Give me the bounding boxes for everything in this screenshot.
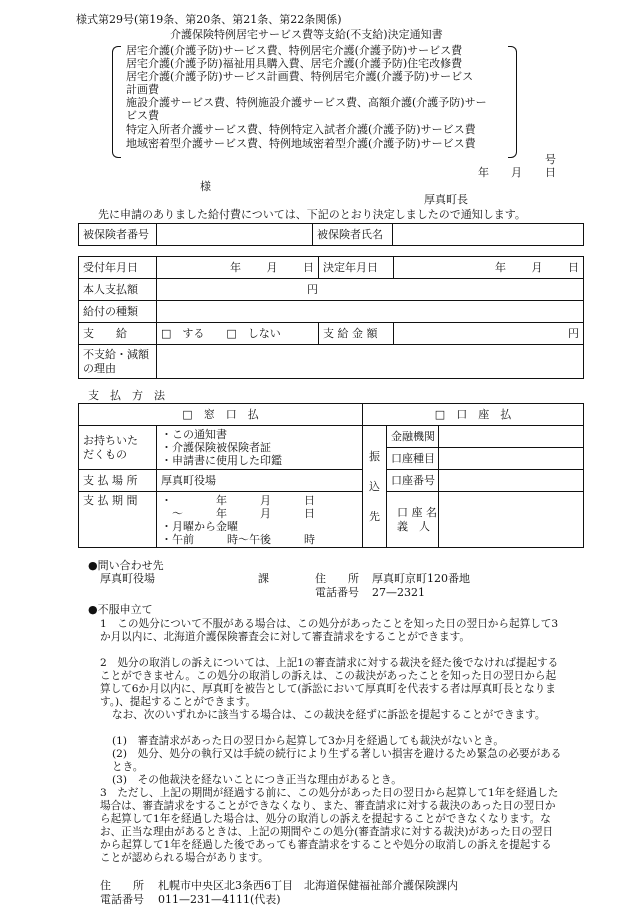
contact-phone-label: 電話番号 <box>315 586 359 599</box>
benefit-line: 計画費 <box>126 83 159 96</box>
insured-table <box>78 223 584 246</box>
recipient-suffix: 様 <box>200 180 211 193</box>
number-label: 号 <box>545 153 556 166</box>
decision-date-field[interactable]: 年 月 日 <box>394 257 584 279</box>
appeal-phone-label: 電話番号 <box>100 893 144 906</box>
account-number-field[interactable] <box>439 470 584 492</box>
date-day: 日 <box>545 166 556 179</box>
contact-address: 厚真町京町120番地 <box>372 572 470 585</box>
account-type-label: 口座種目 <box>387 448 439 470</box>
appeal-para-1: 1 この処分について不服がある場合は、この処分があったことを知った日の翌日から起算して3か月以内に、北海道介護保険審査会に対して審査請求をすることができます。 <box>100 618 559 643</box>
benefit-line: 居宅介護(介護予防)サービス費、特例居宅介護(介護予防)サービス費 <box>126 44 463 57</box>
option-do[interactable]: □ する <box>161 326 205 340</box>
option-dont[interactable]: □ しない <box>226 326 281 340</box>
holder-label: 口 座 名 義 人 <box>387 492 439 548</box>
appeal-title: ●不服申立て <box>88 603 153 616</box>
decision-date-label: 決定年月日 <box>319 257 394 279</box>
benefit-type-label: 給付の種類 <box>79 301 157 323</box>
appeal-phone: 011—231—4111(代表) <box>158 893 281 906</box>
payment-amount-field[interactable]: 円 <box>394 323 584 345</box>
contact-section: 課 <box>258 572 269 585</box>
insured-name-field[interactable] <box>393 224 584 246</box>
payment-method-table <box>78 403 584 548</box>
bank-label: 金融機関 <box>387 426 439 448</box>
account-type-field[interactable] <box>439 448 584 470</box>
self-pay-label: 本人支払額 <box>79 279 157 301</box>
appeal-para-3: 3 ただし、上記の期間が経過する前に、この処分があった日の翌日から起算して1年を経過した場合は、審査請求をすることができなくなり、また、審査請求に対する裁決のあった日の翌日から起算して1年を経過した場合は、処分の取消しの訴えを提起することができなくなります。なお、正当な理由があるときは、上記の期間やこの処分(審査請求に対する裁決)があった日の翌日から起算して1年を経過した後であっても審査請求をすることや処分の取消しの訴えを提起することが認められる場合があります。 <box>100 787 559 864</box>
benefit-line: ビス費 <box>126 109 159 122</box>
receipt-date-field[interactable]: 年 月 日 <box>157 257 319 279</box>
account-payment-header[interactable]: □ 口 座 払 <box>363 404 584 426</box>
benefit-line: 施設介護サービス費、特例施設介護サービス費、高額介護(介護予防)サー <box>126 96 487 109</box>
appeal-address: 札幌市中央区北3条西6丁目 北海道保健福祉部介護保険課内 <box>158 879 458 892</box>
insured-number-field[interactable] <box>157 224 313 246</box>
period-label: 支 払 期 間 <box>79 492 157 548</box>
insured-name-label: 被保険者氏名 <box>313 224 393 246</box>
receipt-date-label: 受付年月日 <box>79 257 157 279</box>
issuer: 厚真町長 <box>424 193 468 206</box>
transfer-destination-label: 振 込 先 <box>363 426 387 548</box>
payment-amount-label: 支 給 金 額 <box>319 323 394 345</box>
form-number: 様式第29号(第19条、第20条、第21条、第22条関係) <box>76 13 342 26</box>
reason-label: 不支給・減額 の理由 <box>79 345 157 379</box>
benefit-line: 居宅介護(介護予防)サービス計画費、特例居宅介護(介護予防)サービス <box>126 70 474 83</box>
decision-table <box>78 256 584 379</box>
bring-items-label: お持ちいた だくもの <box>79 426 157 470</box>
account-number-label: 口座番号 <box>387 470 439 492</box>
contact-title: ●問い合わせ先 <box>88 559 164 572</box>
bring-items-list: ・この通知書 ・介護保険被保険者証 ・申請書に使用した印鑑 <box>157 426 363 470</box>
bank-field[interactable] <box>439 426 584 448</box>
contact-phone: 27—2321 <box>372 586 425 599</box>
appeal-sub-3: (3) その他裁決を経ないことにつき正当な理由があるとき。 <box>112 774 402 786</box>
intro-text: 先に申請のありました給付費については、下記のとおり決定しましたので通知します。 <box>98 208 526 221</box>
benefit-line: 居宅介護(介護予防)福祉用具購入費、居宅介護(介護予防)住宅改修費 <box>126 57 463 70</box>
appeal-para-2: 2 処分の取消しの訴えについては、上記1の審査請求に対する裁決を経た後でなければ提起することができません。この処分の取消しの訴えは、この裁決があったことを知った日の翌日から起算して6か月以内に、厚真町を被告として(訴訟において厚真町を代表する者は厚真町長となります。)、提起することができます。 <box>100 657 559 708</box>
payment-method-label: 支 払 方 法 <box>88 389 165 402</box>
insured-number-label: 被保険者番号 <box>79 224 157 246</box>
payment-options[interactable] <box>157 323 319 345</box>
period-field[interactable]: ・ 年 月 日 〜 年 月 日 ・月曜から金曜 ・午前 時〜午後 時 <box>157 492 363 548</box>
contact-address-label: 住 所 <box>315 572 359 585</box>
benefit-line: 地域密着型介護サービス費、特例地域密着型介護(介護予防)サービス費 <box>126 137 476 150</box>
document-title: 介護保険特例居宅サービス費等支給(不支給)決定通知書 <box>170 28 443 41</box>
appeal-sub-1: (1) 審査請求があった日の翌日から起算して3か月を経過しても裁決がないとき。 <box>112 735 504 747</box>
holder-field[interactable] <box>439 492 584 548</box>
benefit-line: 特定入所者介護サービス費、特例特定入試者介護(介護予防)サービス費 <box>126 123 476 136</box>
date-month: 月 <box>511 166 522 179</box>
contact-office: 厚真町役場 <box>100 572 155 585</box>
left-bracket <box>112 46 121 158</box>
reason-field[interactable] <box>157 345 584 379</box>
payment-label: 支 給 <box>79 323 157 345</box>
benefit-type-field[interactable] <box>157 301 584 323</box>
date-year: 年 <box>478 166 489 179</box>
self-pay-field[interactable]: 円 <box>157 279 584 301</box>
place-label: 支 払 場 所 <box>79 470 157 492</box>
window-payment-header[interactable]: □ 窓 口 払 <box>79 404 363 426</box>
appeal-sub-2: (2) 処分、処分の執行又は手続の続行により生ずる著しい損害を避けるため緊急の必要があるとき。 <box>112 748 562 773</box>
appeal-para-2b: なお、次のいずれかに該当する場合は、この裁決を経ずに訴訟を提起することができます。 <box>112 709 546 721</box>
right-bracket <box>508 46 517 158</box>
place-value: 厚真町役場 <box>157 470 363 492</box>
appeal-address-label: 住 所 <box>100 879 144 892</box>
